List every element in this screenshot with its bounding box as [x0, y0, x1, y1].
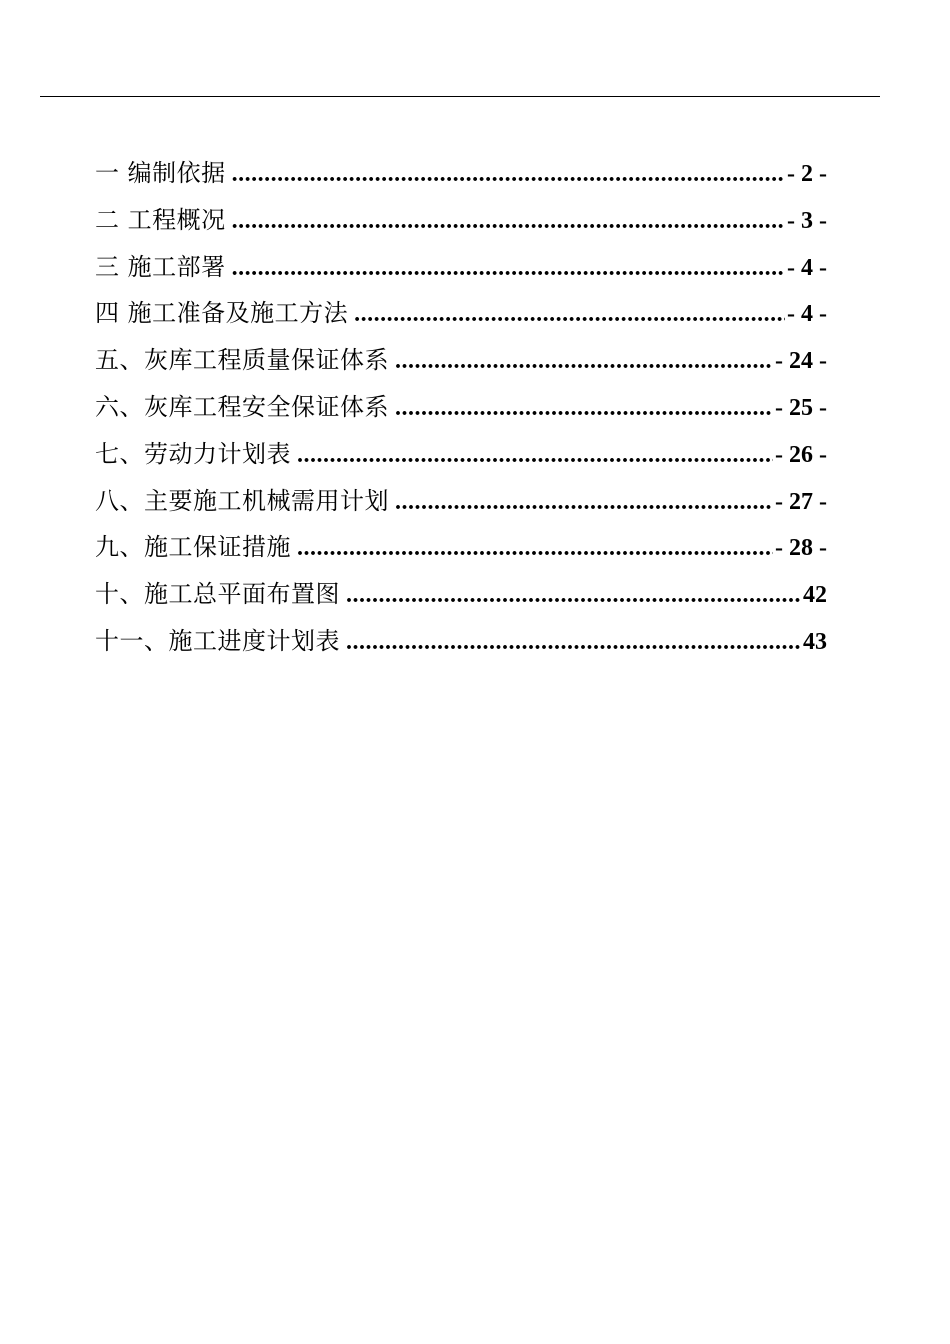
toc-entry[interactable] — [95, 431, 827, 478]
toc-leader-dots — [354, 291, 785, 337]
toc-leader-dots — [297, 525, 773, 571]
toc-entry-title: 五、灰库工程质量保证体系 — [95, 346, 389, 375]
toc-leader-dots — [297, 432, 773, 478]
toc-entry-title: 三 施工部署 — [95, 252, 226, 281]
toc-entry-page: 42 — [803, 582, 827, 609]
toc-entry-page: - 26 - — [775, 441, 827, 468]
toc-entry-page: - 25 - — [775, 394, 827, 421]
toc-entry[interactable] — [95, 197, 827, 244]
toc-entry-title: 七、劳动力计划表 — [95, 439, 291, 468]
toc-entry[interactable] — [95, 571, 827, 618]
toc-entry-title: 四 施工准备及施工方法 — [95, 299, 349, 328]
toc-entry-page: 43 — [803, 628, 827, 655]
toc-entry[interactable] — [95, 290, 827, 337]
toc-entry-page: - 24 - — [775, 348, 827, 375]
table-of-contents — [95, 150, 827, 665]
toc-entry[interactable] — [95, 524, 827, 571]
toc-leader-dots — [346, 572, 801, 618]
toc-entry-page: - 4 - — [787, 301, 827, 328]
toc-entry[interactable] — [95, 478, 827, 525]
toc-entry[interactable] — [95, 150, 827, 197]
toc-leader-dots — [232, 198, 785, 244]
toc-entry[interactable] — [95, 337, 827, 384]
toc-entry-page: - 27 - — [775, 488, 827, 515]
toc-leader-dots — [232, 151, 785, 197]
toc-leader-dots — [346, 619, 801, 665]
toc-entry-title: 十、施工总平面布置图 — [95, 580, 340, 609]
toc-entry[interactable] — [95, 244, 827, 291]
toc-entry-title: 一 编制依据 — [95, 159, 226, 187]
toc-entry-title: 八、主要施工机械需用计划 — [95, 486, 389, 515]
toc-entry-page: - 3 - — [787, 207, 827, 234]
toc-entry-title: 十一、施工进度计划表 — [95, 626, 340, 655]
header-rule — [40, 96, 880, 97]
toc-leader-dots — [232, 245, 785, 291]
toc-entry-title: 六、灰库工程安全保证体系 — [95, 392, 389, 421]
toc-entry-title: 九、施工保证措施 — [95, 533, 291, 562]
toc-entry-page: - 4 - — [787, 254, 827, 281]
toc-leader-dots — [395, 385, 773, 431]
toc-entry-page: - 28 - — [775, 535, 827, 562]
toc-leader-dots — [395, 338, 773, 384]
toc-entry-title: 二 工程概况 — [95, 205, 226, 234]
toc-entry[interactable] — [95, 384, 827, 431]
toc-entry[interactable] — [95, 618, 827, 665]
toc-entry-page: - 2 - — [787, 161, 827, 187]
toc-leader-dots — [395, 479, 773, 525]
